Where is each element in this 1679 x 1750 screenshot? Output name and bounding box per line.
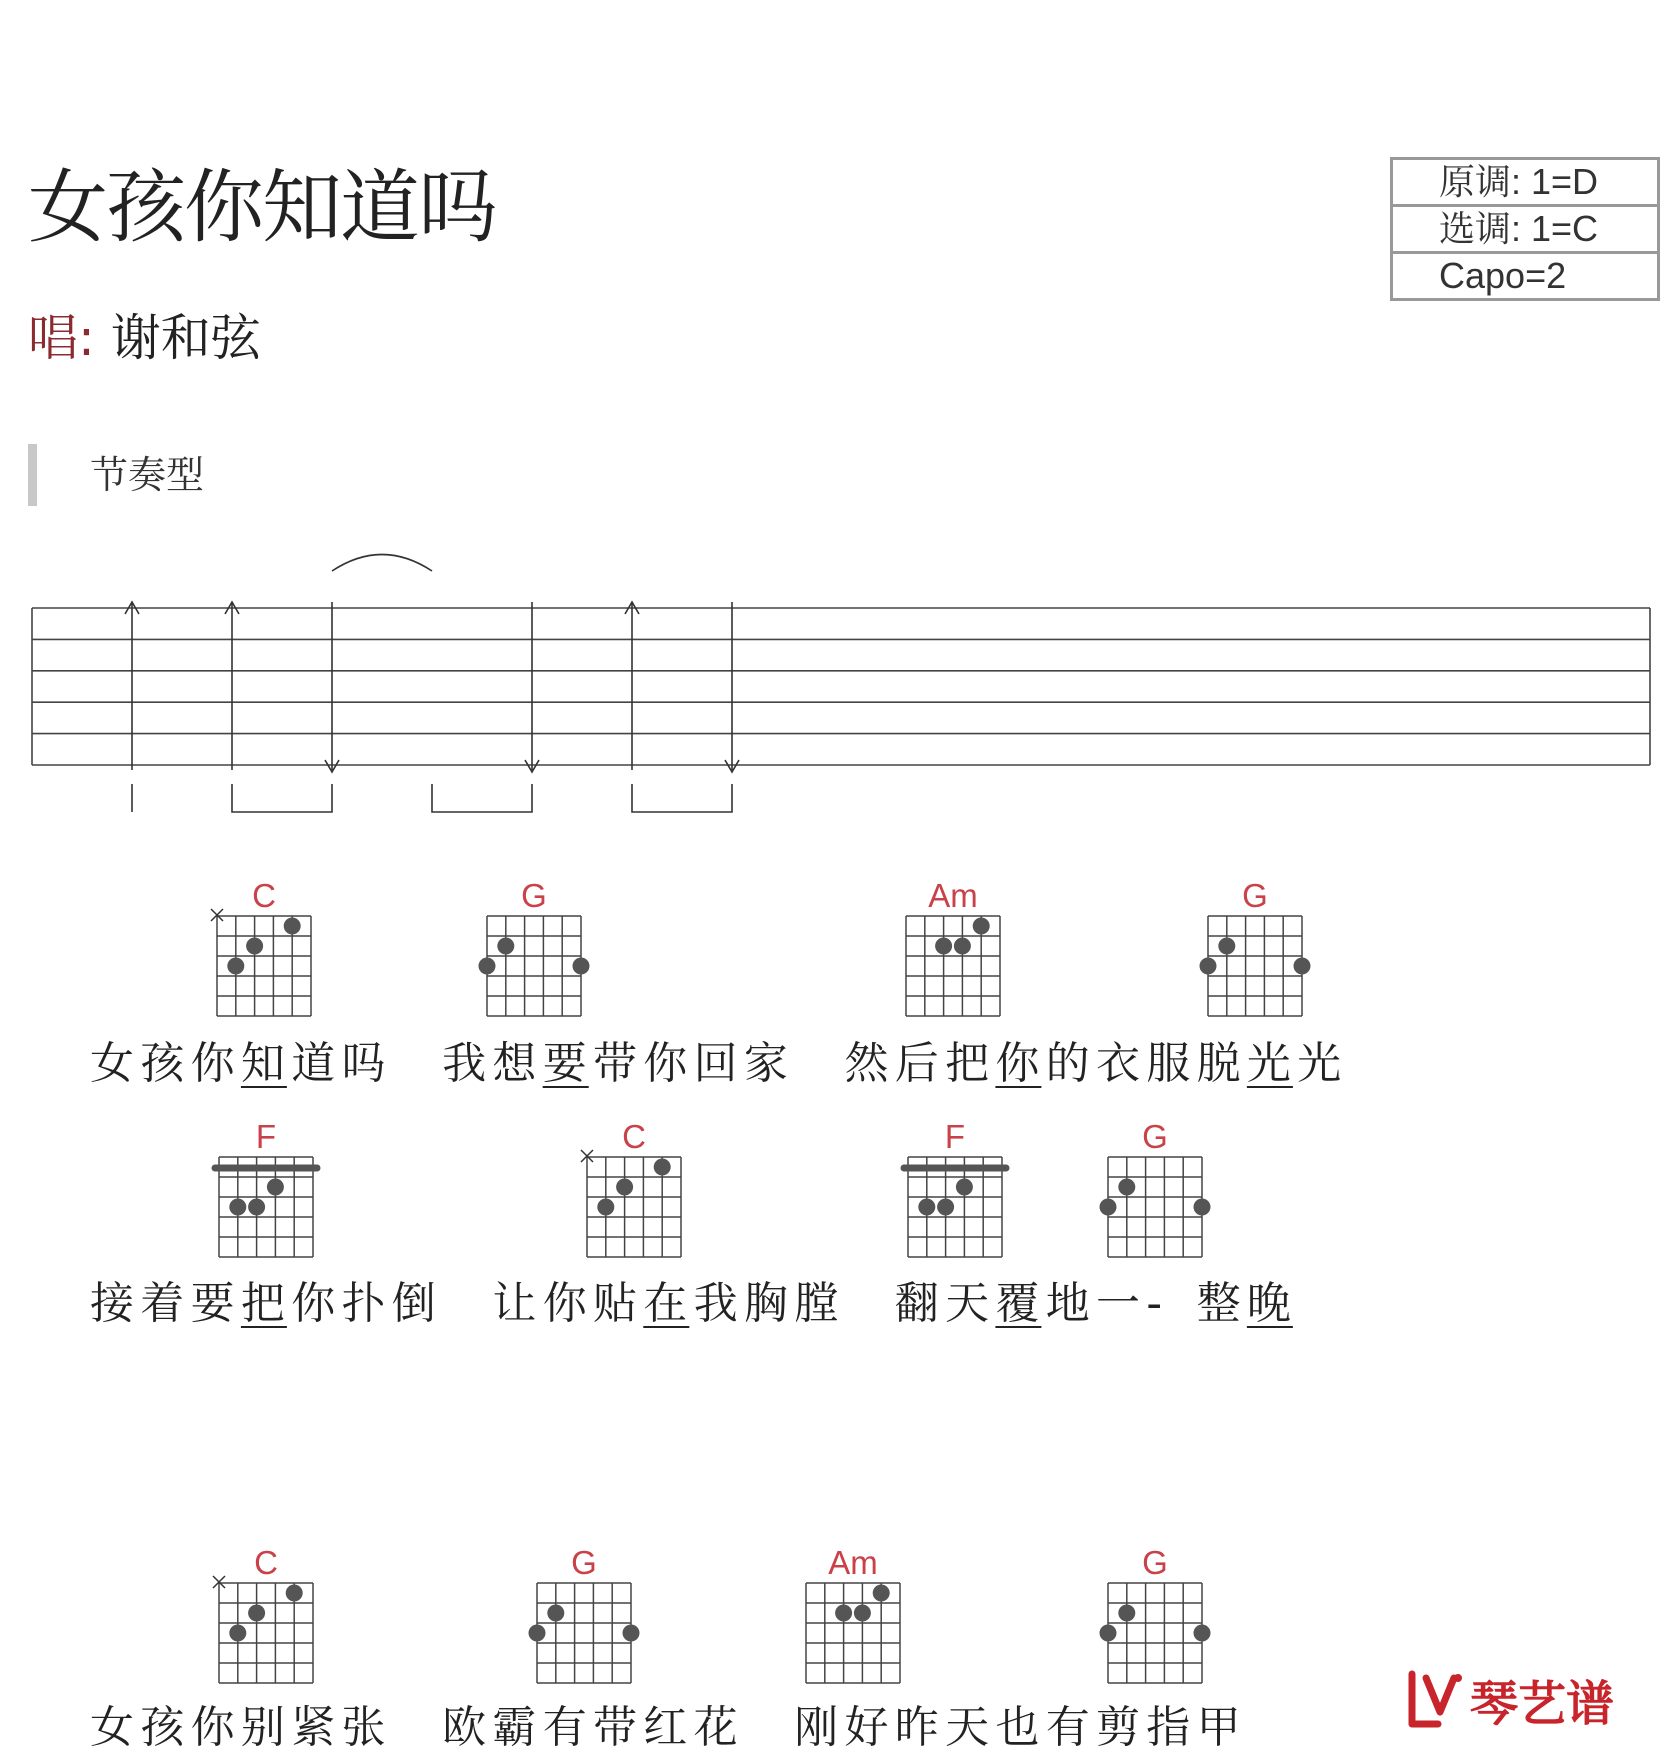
lyric-line-2 (90, 1118, 1293, 1329)
lyric-char: 膛 (794, 1278, 839, 1329)
lyric-char: 让 (492, 1278, 537, 1329)
lyric-char: 女 (90, 1702, 134, 1750)
finger-dot (229, 1625, 246, 1642)
lyric-char: 花 (693, 1702, 738, 1750)
beam (432, 784, 532, 812)
finger-dot (935, 938, 952, 955)
finger-dot (248, 1605, 265, 1622)
lyric-char: 贴 (593, 1278, 637, 1329)
lyric-char: 整 (1196, 1278, 1241, 1329)
lyric-char: 天 (945, 1702, 990, 1750)
stroke-up-arrow (125, 602, 139, 770)
chord-name: Am (828, 1544, 878, 1581)
lyric-char: 在 (643, 1278, 688, 1329)
finger-dot (1100, 1625, 1117, 1642)
brand-name: 琴艺谱 (1470, 1676, 1615, 1730)
tie-arc (332, 555, 432, 572)
lyric-char: 你 (291, 1278, 336, 1329)
chord-name: G (1242, 877, 1268, 914)
singer-name: 谢和弦 (110, 309, 261, 367)
lyric-char: 带 (593, 1702, 637, 1750)
capo-info: Capo=2 (1439, 255, 1567, 296)
lyric-char: - (1146, 1278, 1163, 1329)
lyric-char: 你 (190, 1702, 235, 1750)
song-title: 女孩你知道吗 (28, 161, 496, 254)
chord-diagram (1100, 1544, 1211, 1683)
finger-dot (835, 1605, 852, 1622)
finger-dot (248, 1199, 265, 1216)
lyric-char: 倒 (391, 1278, 436, 1329)
finger-dot (497, 938, 514, 955)
lyric-char: 要 (542, 1038, 587, 1089)
finger-dot (227, 958, 244, 975)
lyric-char: 把 (240, 1278, 285, 1329)
lyric-char: 扑 (341, 1278, 386, 1329)
finger-dot (1194, 1625, 1211, 1642)
original-key: 原调: 1=D (1393, 160, 1657, 207)
finger-dot (654, 1159, 671, 1176)
chord-diagram (1200, 877, 1311, 1016)
chord-diagram (215, 1118, 317, 1257)
lyric-char: 翻 (894, 1278, 939, 1329)
lyric-char: 孩 (140, 1038, 185, 1089)
finger-dot (918, 1199, 935, 1216)
lyric-char: 别 (240, 1702, 285, 1750)
finger-dot (267, 1179, 284, 1196)
finger-dot (854, 1605, 871, 1622)
lyric-char: 脱 (1196, 1038, 1241, 1089)
chord-name: Am (928, 877, 978, 914)
chord-diagram (581, 1118, 681, 1257)
lyric-char: 我 (442, 1038, 487, 1089)
finger-dot (616, 1179, 633, 1196)
chord-diagram (213, 1544, 313, 1683)
lyric-char: 吗 (341, 1038, 386, 1089)
lyric-char: 霸 (492, 1702, 537, 1750)
lyric-char: 孩 (140, 1702, 185, 1750)
lyric-char: 服 (1146, 1038, 1191, 1089)
lyric-char: 一 (1096, 1278, 1140, 1329)
singer-label: 唱: (28, 309, 95, 367)
chord-diagram (479, 877, 590, 1016)
chord-name: C (254, 1544, 278, 1581)
brand-logo (1404, 1668, 1659, 1730)
lyric-char: 衣 (1096, 1038, 1140, 1089)
selected-key: 选调: 1=C (1393, 207, 1657, 254)
lyric-char: 晚 (1246, 1278, 1291, 1329)
lyric-char: 想 (492, 1038, 537, 1089)
stroke-down-arrow (525, 602, 539, 772)
finger-dot (623, 1625, 640, 1642)
finger-dot (956, 1179, 973, 1196)
rhythm-label: 节奏型 (90, 453, 205, 497)
finger-dot (973, 918, 990, 935)
finger-dot (573, 958, 590, 975)
lyric-char: 你 (190, 1038, 235, 1089)
finger-dot (597, 1199, 614, 1216)
lyric-char: 女 (90, 1038, 134, 1089)
finger-dot (1118, 1605, 1135, 1622)
finger-dot (937, 1199, 954, 1216)
lyric-char: 覆 (995, 1278, 1040, 1329)
lyric-char: 知 (240, 1038, 285, 1089)
lyric-line-1 (90, 877, 1341, 1089)
lyric-char: 把 (945, 1038, 990, 1089)
lyric-line-3 (90, 1544, 1241, 1750)
lyric-char: 你 (542, 1278, 587, 1329)
chord-diagram (1100, 1118, 1211, 1257)
chord-name: F (944, 1118, 966, 1155)
lyric-char: 着 (140, 1278, 185, 1329)
lyric-char: 有 (1045, 1702, 1090, 1750)
lyric-char: 你 (643, 1038, 688, 1089)
lyric-char: 刚 (794, 1702, 839, 1750)
lyric-char: 天 (945, 1278, 990, 1329)
lyric-char: 红 (643, 1702, 688, 1750)
lyric-char: 光 (1246, 1038, 1291, 1089)
finger-dot (1294, 958, 1311, 975)
chord-name: G (571, 1544, 597, 1581)
lyric-char: 光 (1297, 1038, 1342, 1089)
lyric-char: 好 (844, 1702, 889, 1750)
lyric-char: 后 (894, 1038, 939, 1089)
finger-dot (1200, 958, 1217, 975)
finger-dot (479, 958, 496, 975)
finger-dot (529, 1625, 546, 1642)
chord-diagram (806, 1544, 900, 1683)
lyric-char: 家 (743, 1038, 788, 1089)
lyric-char: 的 (1045, 1038, 1090, 1089)
stroke-down-arrow (325, 602, 339, 772)
chord-name: G (521, 877, 547, 914)
chord-diagram (529, 1544, 640, 1683)
lyric-char: 然 (844, 1038, 889, 1089)
lyric-char: 你 (995, 1038, 1040, 1089)
chord-name: C (252, 877, 276, 914)
chord-diagram (904, 1118, 1006, 1257)
lyric-char: 回 (693, 1038, 738, 1089)
chord-diagram (906, 877, 1000, 1016)
chord-name: F (255, 1118, 277, 1155)
finger-dot (954, 938, 971, 955)
finger-dot (286, 1585, 303, 1602)
lyric-char: 我 (693, 1278, 738, 1329)
lyric-char: 紧 (291, 1702, 336, 1750)
finger-dot (1194, 1199, 1211, 1216)
finger-dot (1118, 1179, 1135, 1196)
finger-dot (547, 1605, 564, 1622)
finger-dot (1218, 938, 1235, 955)
lyric-char: 道 (291, 1038, 336, 1089)
chord-name: G (1142, 1118, 1168, 1155)
rhythm-staff (32, 555, 1650, 813)
lyric-char: 胸 (743, 1278, 788, 1329)
finger-dot (873, 1585, 890, 1602)
lyric-char: 地 (1045, 1278, 1090, 1329)
stroke-up-arrow (225, 602, 239, 770)
lyric-char: 要 (190, 1278, 235, 1329)
lyric-char: 也 (995, 1702, 1040, 1750)
lyric-char: 张 (341, 1702, 386, 1750)
chord-name: C (622, 1118, 646, 1155)
lyric-char: 甲 (1196, 1702, 1241, 1750)
finger-dot (246, 938, 263, 955)
finger-dot (229, 1199, 246, 1216)
finger-dot (1100, 1199, 1117, 1216)
lyric-char: 昨 (894, 1702, 939, 1750)
chord-diagram (211, 877, 311, 1016)
beam (632, 784, 732, 812)
lyric-char: 有 (542, 1702, 587, 1750)
lyric-char: 欧 (442, 1702, 487, 1750)
lyric-char: 指 (1146, 1702, 1191, 1750)
lyric-char: 剪 (1096, 1702, 1140, 1750)
lyric-char: 带 (593, 1038, 637, 1089)
beam (232, 784, 332, 812)
stroke-up-arrow (625, 602, 639, 770)
lyric-char: 接 (90, 1278, 134, 1329)
chord-name: G (1142, 1544, 1168, 1581)
finger-dot (284, 918, 301, 935)
stroke-down-arrow (725, 602, 739, 772)
